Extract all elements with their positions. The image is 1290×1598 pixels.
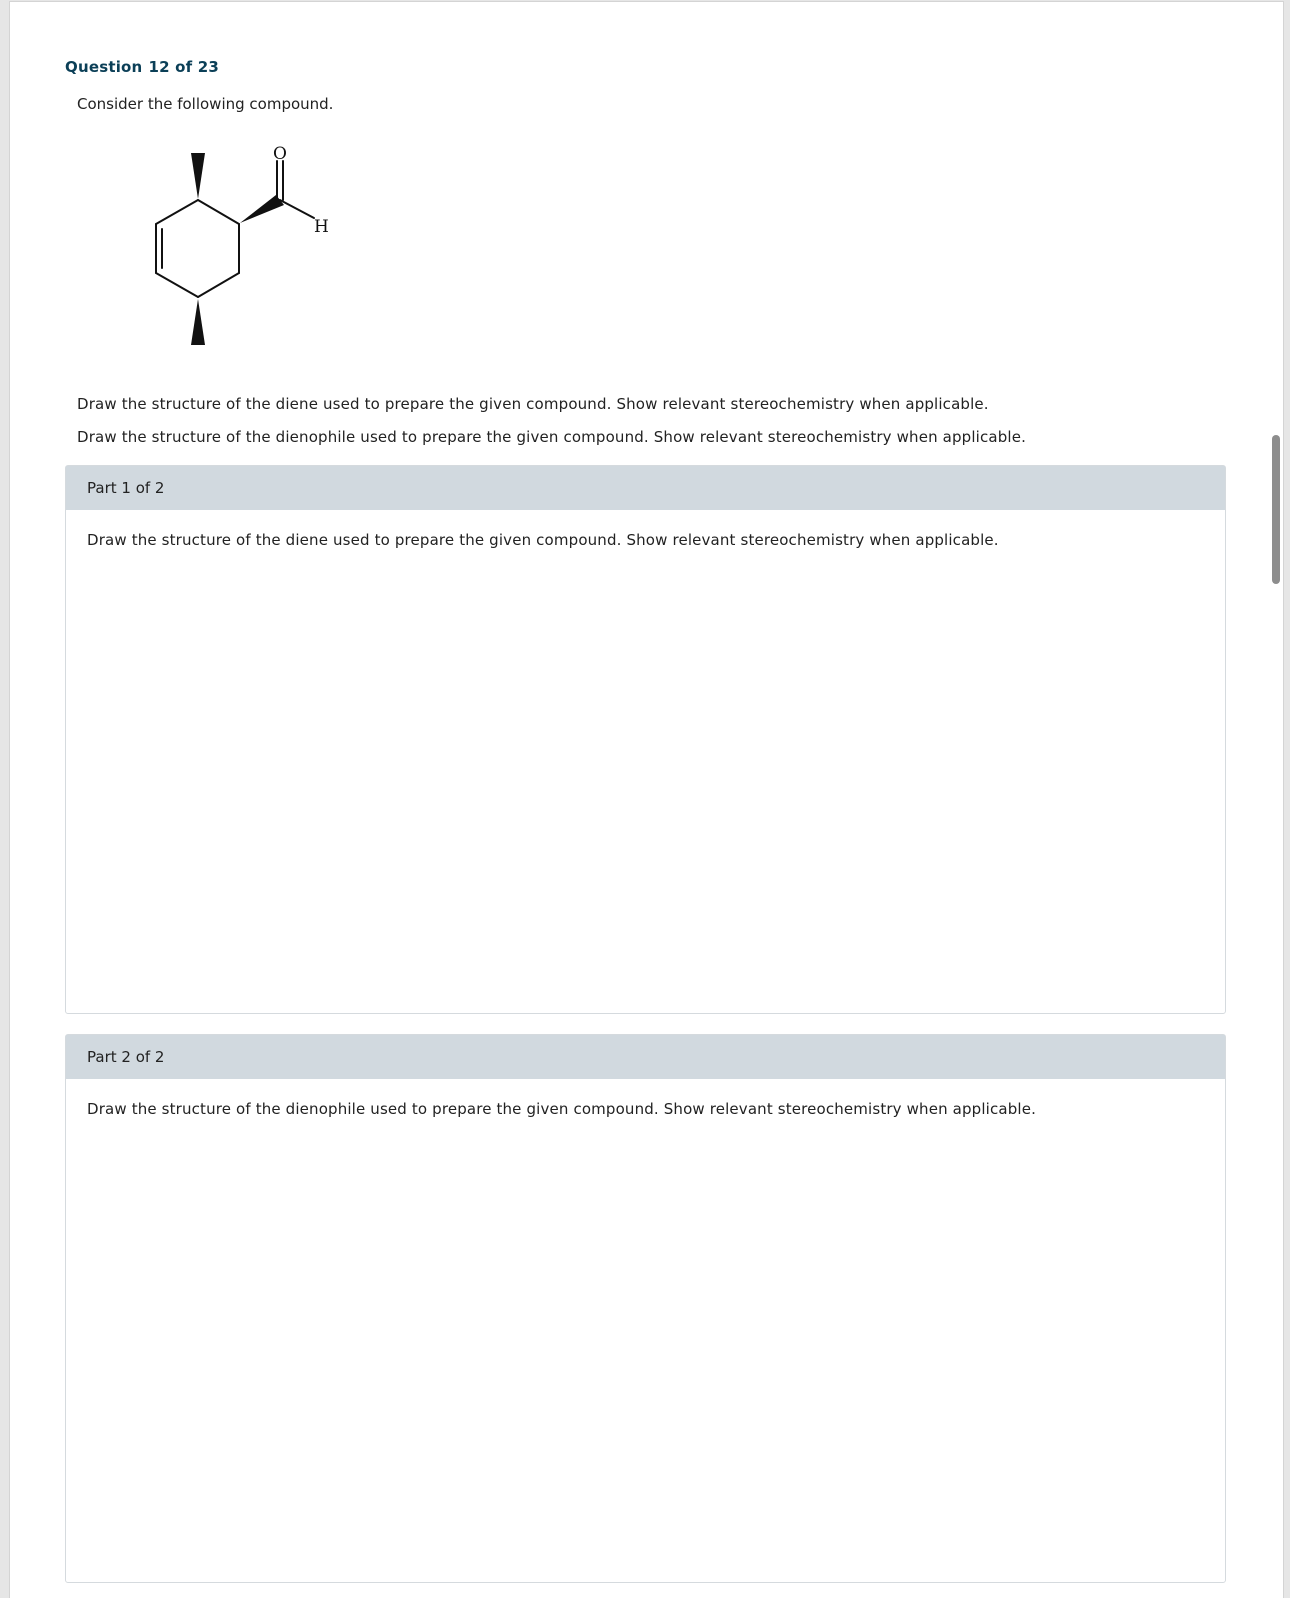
prompt-dienophile: Draw the structure of the dienophile used to prepare the given compound. Show relevant stereochemistry when applicable. [77,428,1026,446]
bond-c1-c2 [198,200,239,224]
part-2-panel [65,1034,1226,1583]
bond-c6-c1 [156,200,198,224]
wedge-bottom-methyl [191,299,205,345]
wedge-aldehyde [240,195,284,223]
compound-structure [136,143,356,363]
part-1-panel [65,465,1226,1014]
prompt-diene: Draw the structure of the diene used to prepare the given compound. Show relevant stereochemistry when applicable. [77,395,989,413]
intro-text: Consider the following compound. [77,95,334,113]
question-label: Question [65,58,143,76]
part-1-text: Draw the structure of the diene used to prepare the given compound. Show relevant stereochemistry when applicable. [87,531,999,549]
bond-c3-c4 [198,273,239,297]
hydrogen-label: H [314,217,329,237]
wedge-top-methyl [191,153,205,199]
page [9,1,1284,1598]
part-2-header: Part 2 of 2 [66,1035,1225,1079]
scrollbar-thumb[interactable] [1272,435,1280,584]
question-header [65,58,219,76]
bond-c4-c5 [156,273,198,297]
part-2-text: Draw the structure of the dienophile used to prepare the given compound. Show relevant stereochemistry when applicable. [87,1100,1036,1118]
bond-c-h [280,200,314,218]
oxygen-label: O [273,144,287,164]
question-number: 12 of 23 [148,58,220,76]
part-1-header: Part 1 of 2 [66,466,1225,510]
